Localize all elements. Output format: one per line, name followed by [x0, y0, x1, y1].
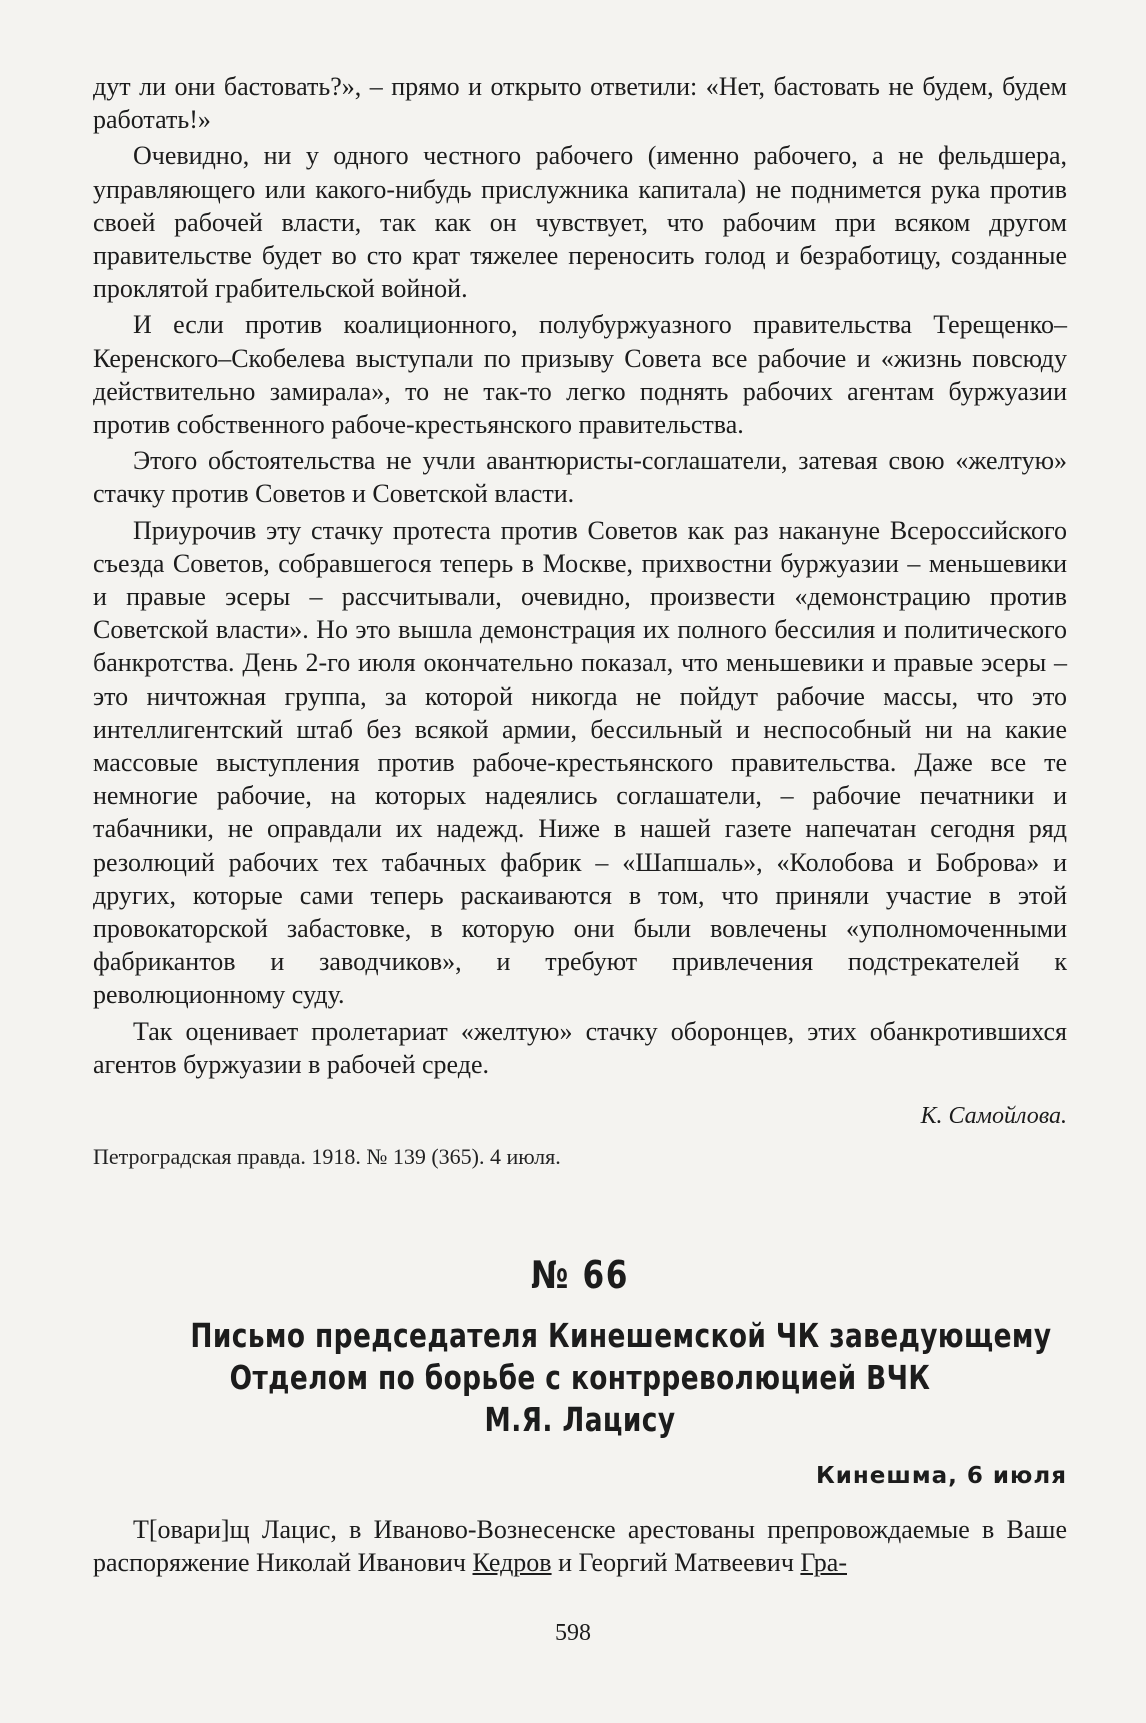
document-number: № 66 — [530, 1253, 630, 1298]
document-title-line: Отделом по борьбе с контрреволюцией ВЧК — [229, 1358, 931, 1398]
underlined-name: Гра- — [800, 1548, 847, 1578]
document-title — [93, 1315, 1067, 1441]
page-body — [93, 70, 1067, 1580]
document-title-line: М.Я. Лацису — [484, 1400, 676, 1440]
place-date: Кинешма, 6 июля — [816, 1463, 1067, 1490]
paragraph: Приурочив эту стачку протеста против Советов как раз накануне Всероссийского съезда Советов, собравшегося теперь в Москве, прихвостни буржуазии – меньшевики и правые эсеры – рассчитывали, очевидно, произвести «демонстрацию против Советской власти». Но это вышла демонстрация их полного бессилия и политического банкротства. День 2-го июля окончательно показал, что меньшевики и правые эсеры – это ничтожная группа, за которой никогда не пойдут рабочие массы, что это интеллигентский штаб без всякой армии, бессильный и неспособный ни на какие массовые выступления против рабоче-крестьянского правительства. Даже все те немногие рабочие, на которых надеялись соглашатели, – рабочие печатники и табачники, не оправдали их надежд. Ниже в нашей газете напечатан сегодня ряд резолюций рабочих тех табачных фабрик – «Шапшаль», «Колобова и Боброва» и других, которые сами теперь раскаиваются в том, что приняли участие в этой провокаторской забастовке, в которую они были вовлечены «уполномоченными фабрикантов и заводчиков», и требуют привлечения подстрекателей к революционному суду. — [93, 515, 1067, 1010]
paragraph: Очевидно, ни у одного честного рабочего (именно рабочего, а не фельдшера, управляющего или какого-нибудь прислужника капитала) не поднимется рука против своей рабочей власти, так как он чувствует, что рабочим при всяком другом правительстве будет во сто крат тяжелее переносить голод и безработицу, созданные проклятой грабительской войной. — [93, 141, 1067, 304]
paragraph-continuation: дут ли они бастовать?», – прямо и открыто ответили: «Нет, бастовать не будем, будем работать!» — [93, 72, 1067, 135]
paragraph: Этого обстоятельства не учли авантюристы-соглашатели, затевая свою «желтую» стачку против Советов и Советской власти. — [93, 446, 1067, 509]
underlined-name: Кедров — [472, 1548, 552, 1578]
letter-text — [93, 1513, 1067, 1579]
paragraph: Так оценивает пролетариат «желтую» стачку оборонцев, этих обанкротившихся агентов буржуазии в рабочей среде. — [93, 1016, 1067, 1079]
letter-text-start: Т[овари]щ Лацис, в Иваново-Вознесенске арестованы препровождаемые в Ваше распоряжение Николай Иванович — [93, 1515, 1067, 1578]
source-citation: Петроградская правда. 1918. № 139 (365). 4 июля. — [93, 1144, 561, 1170]
letter-text-mid: и Георгий Матвеевич — [551, 1548, 801, 1578]
page-number: 598 — [555, 1620, 591, 1646]
paragraph: И если против коалиционного, полубуржуазного правительства Терещенко–Керенского–Скобелева выступали по призыву Совета все рабочие и «жизнь повсюду действительно замирала», то не так-то легко поднять рабочих агентам буржуазии против собственного рабоче-крестьянского правительства. — [93, 310, 1067, 440]
document-title-line: Письмо председателя Кинешемской ЧК заведующему — [190, 1316, 1052, 1356]
author-signature: К. Самойлова. — [920, 1103, 1067, 1130]
